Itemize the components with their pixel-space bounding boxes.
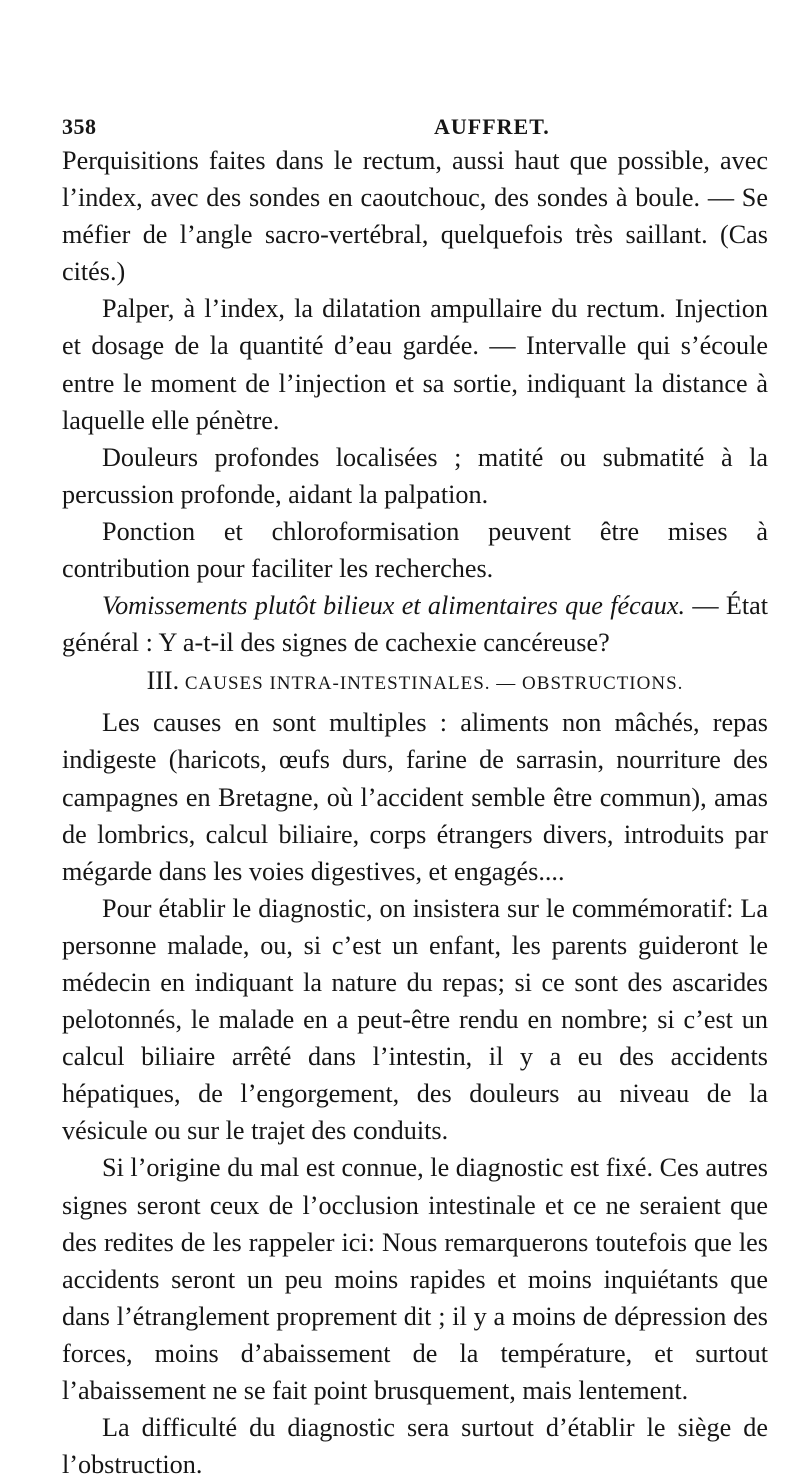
paragraph-5-italic: Vomissements plutôt bilieux et alimentaires que fécaux. [102,591,686,621]
paragraph-8: Si l’origine du mal est connue, le diagnostic est fixé. Ces autres signes seront ceux de l’occlusion intestinale et ce ne seraient que des redites de les rappeler ici: Nous remarquerons toutefois que les accidents seront un peu moins rapides et moins inquiétants que dans l’étranglement proprement dit ; il y a moins de dépression des forces, moins d’abaissement de la température, et surtout l’abaissement ne se fait point brusquement, mais lentement. [62,1153,768,1405]
paragraph-9: La difficulté du diagnostic sera surtout d’établir le siège de l’obstruction. [62,1413,768,1480]
paragraph-1: Perquisitions faites dans le rectum, aussi haut que possible, avec l’index, avec des sondes en caoutchouc, des sondes à boule. — Se méfier de l’angle sacro-vertébral, quelquefois très saillant. (Cas cités.) [62,146,768,287]
page-number: 358 [62,114,97,139]
section-number: III. [146,666,180,696]
section-title: CAUSES INTRA-INTESTINALES. — OBSTRUCTIONS. [184,673,684,695]
paragraph-5 [62,587,768,661]
paragraph-4: Ponction et chloroformisation peuvent être mises à contribution pour faciliter les recherches. [62,516,768,584]
paragraph-2: Palper, à l’index, la dilatation ampullaire du rectum. Injection et dosage de la quantité d’eau gardée. — Intervalle qui s’écoule entre le moment de l’injection et sa sortie, indiquant la distance à laquelle elle pénètre. [62,294,768,435]
paragraph-5-rest: — État général : Y a-t-il des signes de cachexie cancéreuse? [62,591,768,658]
section-heading [62,661,768,704]
paragraph-6: Les causes en sont multiples : aliments non mâchés, repas indigeste (haricots, œufs durs, farine de sarrasin, nourriture des campagnes en Bretagne, où l’accident semble être commun), amas de lombrics, calcul biliaire, corps étrangers divers, introduits par mégarde dans les voies digestives, et engagés.... [62,708,768,886]
paragraph-3: Douleurs profondes localisées ; matité ou submatité à la percussion profonde, aidant la palpation. [62,442,768,509]
running-title: AUFFRET. [434,114,550,139]
paragraph-7: Pour établir le diagnostic, on insistera sur le commémoratif: La personne malade, ou, si c’est un enfant, les parents guideront le médecin en indiquant la nature du repas; si ce sont des ascarides pelotonnés, le malade en a peut-être rendu en nombre; si c’est un calcul biliaire arrêté dans l’intestin, il y a eu des accidents hépatiques, de l’engorgement, des douleurs au niveau de la vésicule ou sur le trajet des conduits. [62,893,768,1146]
page-body [62,142,768,1483]
page-header [62,108,768,144]
